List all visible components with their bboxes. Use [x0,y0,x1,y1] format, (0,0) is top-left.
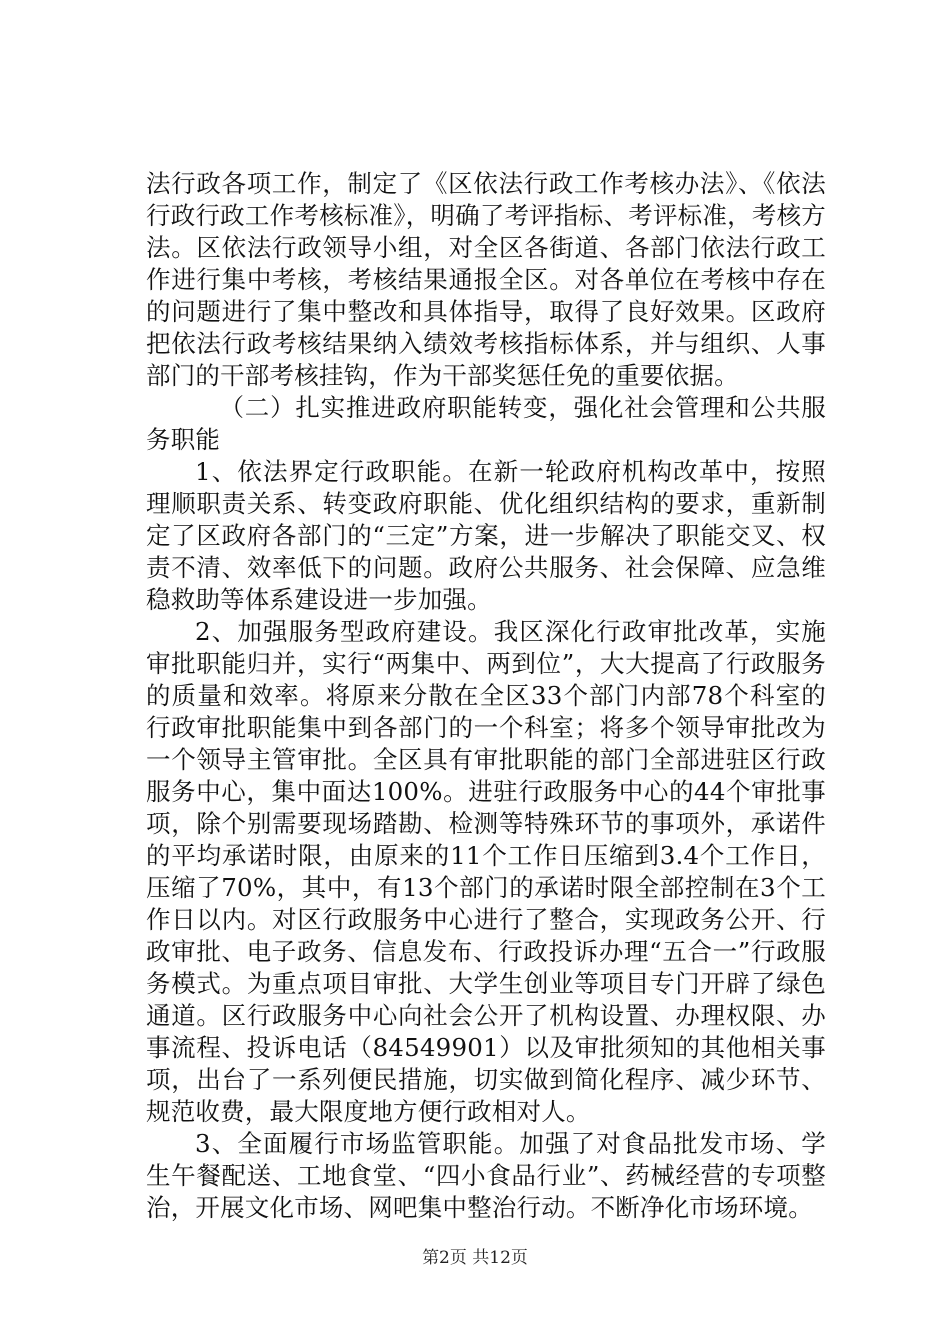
document-body [146,168,826,1224]
page-number-footer: 第2页 共12页 [422,1248,528,1268]
section-heading: （二）扎实推进政府职能转变，强化社会管理和公共服务职能 [146,393,826,454]
paragraph-continuation: 法行政各项工作，制定了《区依法行政工作考核办法》、《依法行政行政工作考核标准》，明确了考评指标、考评标准，考核方法。区依法行政领导小组，对全区各街道、各部门依法行政工作进行集中考核，考核结果通报全区。对各单位在考核中存在的问题进行了集中整改和具体指导，取得了良好效果。区政府把依法行政考核结果纳入绩效考核指标体系，并与组织、人事部门的干部考核挂钩，作为干部奖惩任免的重要依据。 [146,169,826,390]
paragraph-item-1: 1、依法界定行政职能。在新一轮政府机构改革中，按照理顺职责关系、转变政府职能、优化组织结构的要求，重新制定了区政府各部门的“三定”方案，进一步解决了职能交叉、权责不清、效率低下的问题。政府公共服务、社会保障、应急维稳救助等体系建设进一步加强。 [146,457,826,614]
paragraph-item-2: 2、加强服务型政府建设。我区深化行政审批改革，实施审批职能归并，实行“两集中、两到位”，大大提高了行政服务的质量和效率。将原来分散在全区33个部门内部78个科室的行政审批职能集中到各部门的一个科室；将多个领导审批改为一个领导主管审批。全区具有审批职能的部门全部进驻区行政服务中心，集中面达100%。进驻行政服务中心的44个审批事项，除个别需要现场踏勘、检测等特殊环节的事项外，承诺件的平均承诺时限，由原来的11个工作日压缩到3.4个工作日，压缩了70%，其中，有13个部门的承诺时限全部控制在3个工作日以内。对区行政服务中心进行了整合，实现政务公开、行政审批、电子政务、信息发布、行政投诉办理“五合一”行政服务模式。为重点项目审批、大学生创业等项目专门开辟了绿色通道。区行政服务中心向社会公开了机构设置、办理权限、办事流程、投诉电话（84549901）以及审批须知的其他相关事项，出台了一系列便民措施，切实做到简化程序、减少环节、规范收费，最大限度地方便行政相对人。 [146,617,826,1126]
paragraph-item-3: 3、全面履行市场监管职能。加强了对食品批发市场、学生午餐配送、工地食堂、“四小食品行业”、药械经营的专项整治，开展文化市场、网吧集中整治行动。不断净化市场环境。 [146,1129,826,1222]
